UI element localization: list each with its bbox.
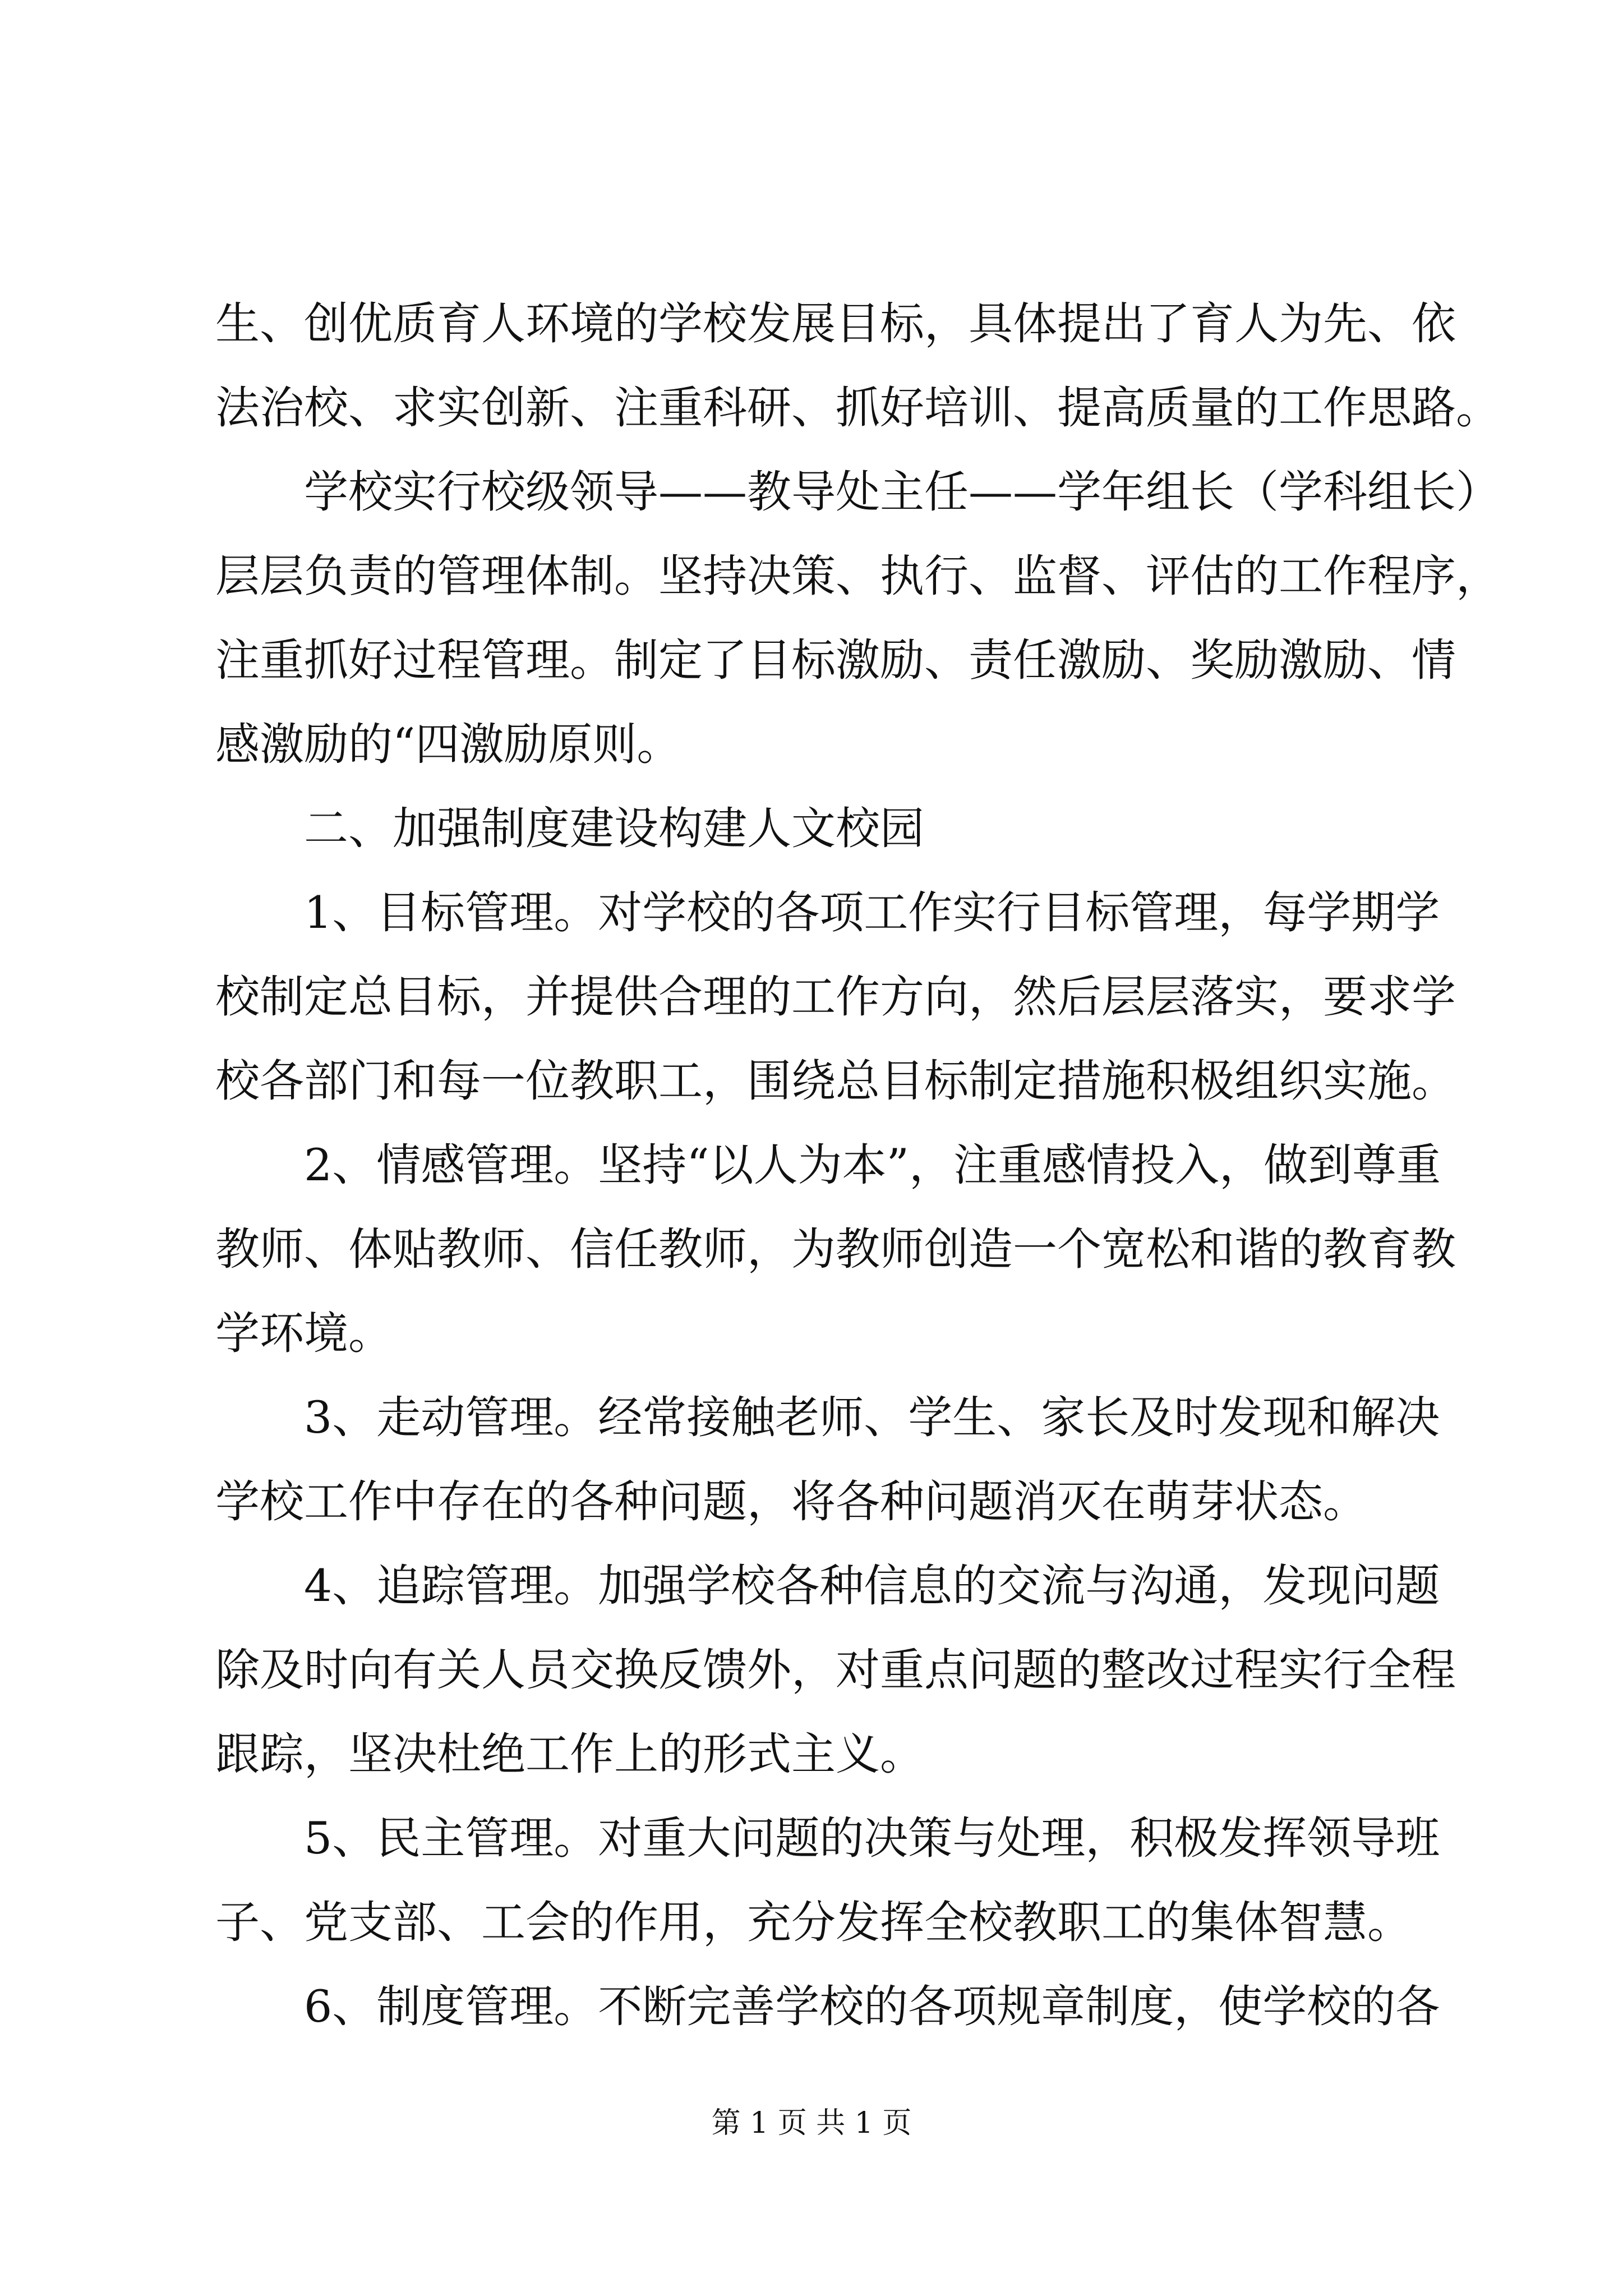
text-line: 3、走动管理。经常接触老师、学生、家长及时发现和解决 <box>304 1392 1440 1443</box>
text-line: 6、制度管理。不断完善学校的各项规章制度，使学校的各 <box>304 1981 1440 2032</box>
text-line: 跟踪，坚决杜绝工作上的形式主义。 <box>215 1728 924 1780</box>
text-line: 教师、体贴教师、信任教师，为教师创造一个宽松和谐的教育教 <box>215 1223 1456 1275</box>
text-line: 层层负责的管理体制。坚持决策、执行、监督、评估的工作程序， <box>215 550 1500 602</box>
text-line: 子、党支部、工会的作用，充分发挥全校教职工的集体智慧。 <box>215 1897 1412 1948</box>
text-line: 注重抓好过程管理。制定了目标激励、责任激励、奖励激励、情 <box>215 634 1456 686</box>
text-line: 生、创优质育人环境的学校发展目标，具体提出了育人为先、依 <box>215 298 1456 349</box>
section-heading: 二、加强制度建设构建人文校园 <box>304 803 924 854</box>
text-line: 4、追踪管理。加强学校各种信息的交流与沟通，发现问题 <box>304 1560 1440 1612</box>
text-line: 1、目标管理。对学校的各项工作实行目标管理，每学期学 <box>304 887 1440 938</box>
text-line: 校制定总目标，并提供合理的工作方向，然后层层落实，要求学 <box>215 971 1456 1023</box>
text-line: 法治校、求实创新、注重科研、抓好培训、提高质量的工作思路。 <box>215 382 1500 434</box>
text-line: 校各部门和每一位教职工，围绕总目标制定措施积极组织实施。 <box>215 1055 1456 1107</box>
text-line: 除及时向有关人员交换反馈外，对重点问题的整改过程实行全程 <box>215 1644 1456 1696</box>
text-line: 学校工作中存在的各种问题，将各种问题消灭在萌芽状态。 <box>215 1476 1367 1527</box>
text-line: 感激励的“四激励原则。 <box>215 719 681 770</box>
page-footer: 第 1 页 共 1 页 <box>711 2106 912 2140</box>
text-line: 学校实行校级领导——教导处主任——学年组长（学科组长） <box>304 466 1500 518</box>
text-line: 2、情感管理。坚持“以人为本”，注重感情投入，做到尊重 <box>304 1139 1441 1191</box>
text-line: 5、民主管理。对重大问题的决策与处理，积极发挥领导班 <box>304 1812 1440 1864</box>
text-line: 学环境。 <box>215 1308 393 1359</box>
